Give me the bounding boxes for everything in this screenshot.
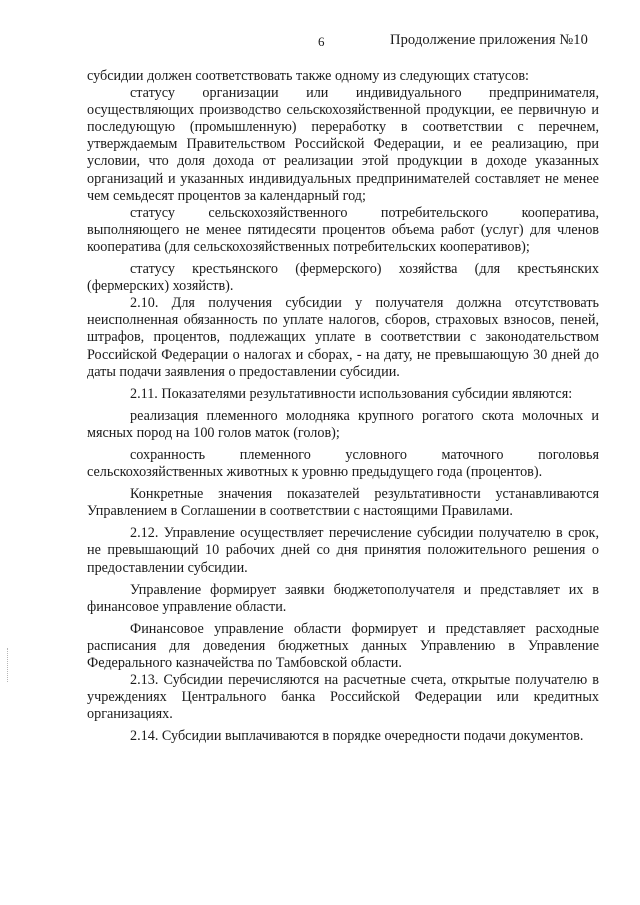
paragraph-budget-requests: Управление формирует заявки бюджетополучателя и представляет их в финансовое управление области. [87, 581, 599, 615]
paragraph-status-organization: статусу организации или индивидуального предпринимателя, осуществляющих производство сельскохозяйственной продукции, ее первичную и последующую (промышленную) переработку в соответствии с перечнем, утверждаемым Правительством Российской Федерации, и ее реализацию, при условии, что доля дохода от реализации этой продукции в доходе указанных организаций и указанных индивидуальных предпринимателей составляет не менее чем семьдесят процентов за календарный год; [87, 85, 599, 204]
paragraph-intro-statuses: субсидии должен соответствовать также одному из следующих статусов: [87, 68, 529, 84]
paragraph-clause-2-14: 2.14. Субсидии выплачиваются в порядке очередности подачи документов. [130, 728, 584, 745]
paragraph-clause-2-10: 2.10. Для получения субсидии у получателя должна отсутствовать неисполненная обязанность по уплате налогов, сборов, страховых взносов, пеней, штрафов, процентов, подлежащих уплате в соответствии с законодательством Российской Федерации о налогах и сборах, - на дату, не превышающую 30 дней до даты подачи заявления о предоставлении субсидии. [87, 295, 599, 380]
paragraph-status-cooperative: статусу сельскохозяйственного потребительского кооператива, выполняющего не менее пятидесяти процентов объема работ (услуг) для членов кооператива (для сельскохозяйственных потребительских кооперативов); [87, 204, 599, 255]
paragraph-indicator-values: Конкретные значения показателей результативности устанавливаются Управлением в Соглашении в соответствии с настоящими Правилами. [87, 486, 599, 520]
paragraph-financial-schedules: Финансовое управление области формирует и представляет расходные расписания для доведения бюджетных данных Управлению в Управление Федерального казначейства по Тамбовской области. [87, 620, 599, 671]
page-number: 6 [318, 34, 325, 49]
paragraph-indicator-livestock-preservation: сохранность племенного условного маточного поголовья сельскохозяйственных животных к уровню предыдущего года (процентов). [87, 446, 599, 481]
paragraph-clause-2-12: 2.12. Управление осуществляет перечисление субсидии получателю в срок, не превышающий 10 рабочих дней со дня принятия положительного решения о предоставлении субсидии. [87, 525, 599, 576]
paragraph-status-farm: статусу крестьянского (фермерского) хозяйства (для крестьянских (фермерских) хозяйств). [87, 261, 599, 295]
scan-margin-mark [7, 648, 9, 682]
paragraph-indicator-breeding-sales: реализация племенного молодняка крупного рогатого скота молочных и мясных пород на 100 голов маток (голов); [87, 407, 599, 441]
document-body [87, 68, 599, 745]
paragraph-clause-2-11: 2.11. Показателями результативности использования субсидии являются: [130, 385, 573, 402]
paragraph-clause-2-13: 2.13. Субсидии перечисляются на расчетные счета, открытые получателю в учреждениях Центрального банка Российской Федерации или кредитных организациях. [87, 672, 599, 723]
appendix-continuation-label: Продолжение приложения №10 [390, 32, 588, 48]
